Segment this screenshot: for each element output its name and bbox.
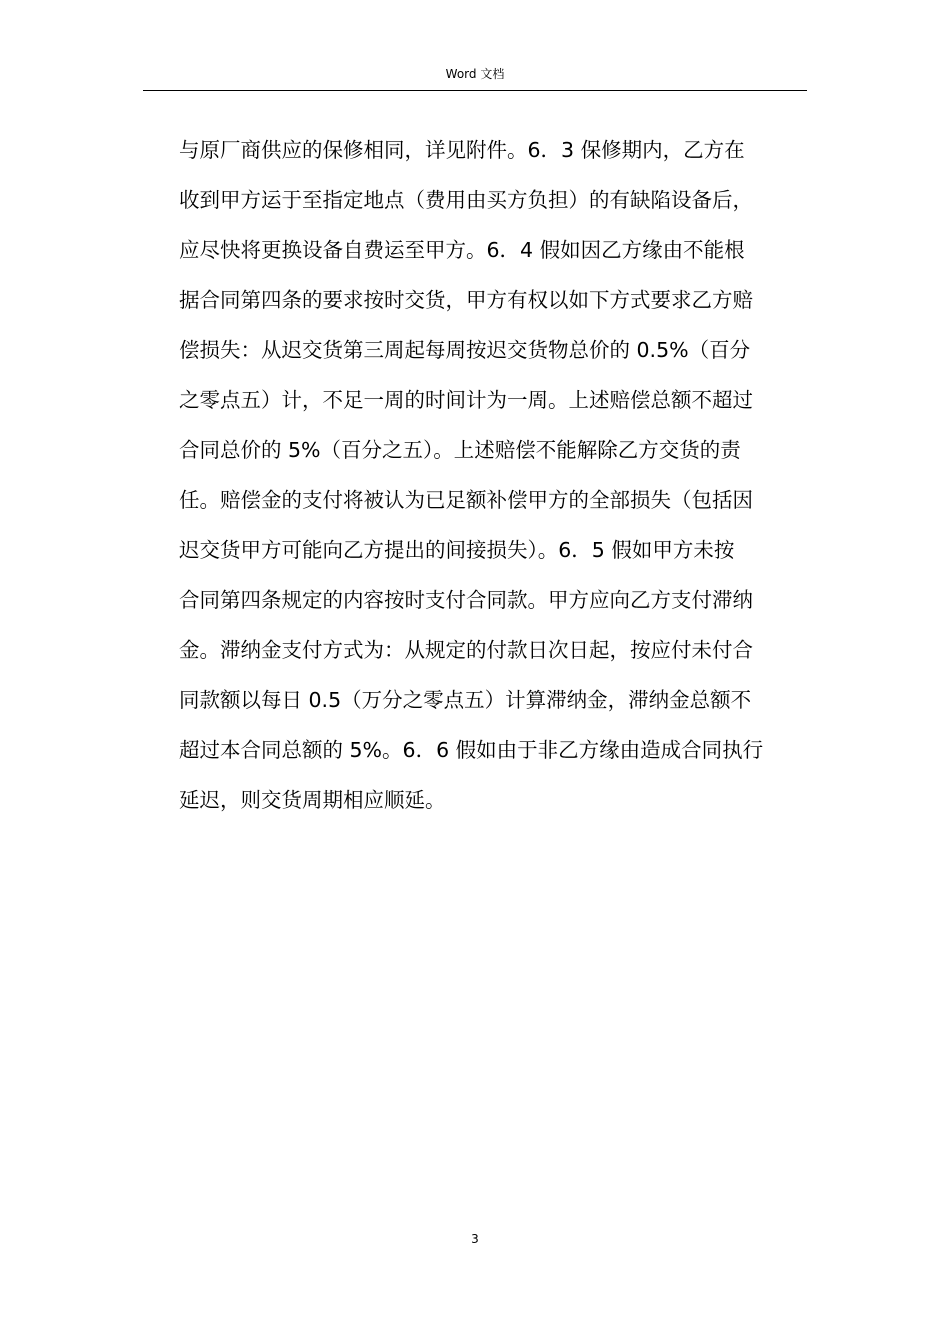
body-line: 任。赔偿金的支付将被认为已足额补偿甲方的全部损失（包括因 bbox=[179, 488, 753, 512]
header-title: Word 文档 bbox=[445, 67, 505, 81]
body-line: 延迟，则交货周期相应顺延。 bbox=[179, 788, 446, 812]
body-line: 合同第四条规定的内容按时支付合同款。甲方应向乙方支付滞纳 bbox=[179, 588, 753, 612]
page-header bbox=[143, 64, 807, 91]
body-line: 迟交货甲方可能向乙方提出的间接损失）。6．5 假如甲方未按 bbox=[179, 538, 735, 562]
body-line: 与原厂商供应的保修相同，详见附件。6．3 保修期内，乙方在 bbox=[179, 138, 745, 162]
body-line: 合同总价的 5%（百分之五）。上述赔偿不能解除乙方交货的责 bbox=[179, 438, 741, 462]
body-line: 据合同第四条的要求按时交货，甲方有权以如下方式要求乙方赔 bbox=[179, 288, 753, 312]
body-line: 偿损失：从迟交货第三周起每周按迟交货物总价的 0.5%（百分 bbox=[179, 338, 751, 362]
body-line: 之零点五）计，不足一周的时间计为一周。上述赔偿总额不超过 bbox=[179, 388, 753, 412]
body-line: 同款额以每日 0.5（万分之零点五）计算滞纳金，滞纳金总额不 bbox=[179, 688, 752, 712]
body-line: 金。滞纳金支付方式为：从规定的付款日次日起，按应付未付合 bbox=[179, 638, 753, 662]
body-line: 应尽快将更换设备自费运至甲方。6．4 假如因乙方缘由不能根 bbox=[179, 238, 745, 262]
page-number: 3 bbox=[471, 1232, 479, 1246]
body-line: 收到甲方运于至指定地点（费用由买方负担）的有缺陷设备后， bbox=[179, 188, 753, 212]
document-body bbox=[179, 132, 779, 832]
body-line: 超过本合同总额的 5%。6．6 假如由于非乙方缘由造成合同执行 bbox=[179, 738, 764, 762]
